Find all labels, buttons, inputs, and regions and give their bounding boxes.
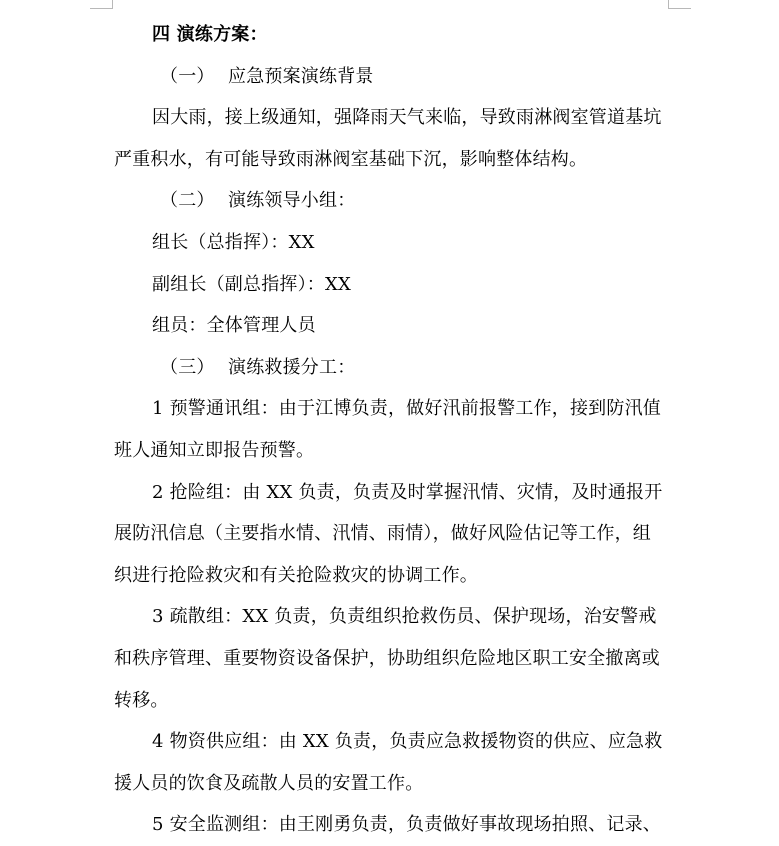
subheading-background bbox=[114, 56, 674, 98]
subheading-label: （一） bbox=[160, 65, 215, 87]
subheading-title: 演练救援分工： bbox=[228, 356, 356, 378]
subheading-division bbox=[114, 347, 674, 389]
paragraph-line: 织进行抢险救灾和有关抢险救灾的协调工作。 bbox=[114, 564, 478, 586]
document-body[interactable] bbox=[114, 14, 674, 846]
crop-mark-top-left bbox=[90, 0, 113, 9]
deputy-line: 副组长（副总指挥）：XX bbox=[152, 273, 352, 295]
subheading-title: 应急预案演练背景 bbox=[228, 65, 374, 87]
subheading-leadership bbox=[114, 180, 674, 222]
members-line: 组员：全体管理人员 bbox=[152, 315, 316, 337]
section-heading: 四 演练方案： bbox=[152, 24, 268, 45]
paragraph-line: 因大雨，接上级通知，强降雨天气来临，导致雨淋阀室管道基坑 bbox=[152, 107, 662, 129]
paragraph-line: 2 抢险组：由 XX 负责，负责及时掌握汛情、灾情，及时通报开 bbox=[152, 481, 663, 503]
paragraph-line: 5 安全监测组：由王刚勇负责，负责做好事故现场拍照、记录、 bbox=[152, 814, 661, 836]
crop-mark-top-right bbox=[668, 0, 691, 9]
paragraph-line: 3 疏散组：XX 负责，负责组织抢救伤员、保护现场，治安警戒 bbox=[152, 606, 657, 628]
paragraph-line: 和秩序管理、重要物资设备保护，协助组织危险地区职工安全撤离或 bbox=[114, 647, 660, 669]
paragraph-line: 援人员的饮食及疏散人员的安置工作。 bbox=[114, 772, 424, 794]
paragraph-line: 班人通知立即报告预警。 bbox=[114, 439, 315, 461]
paragraph-line: 严重积水，有可能导致雨淋阀室基础下沉，影响整体结构。 bbox=[114, 148, 588, 170]
paragraph-line: 转移。 bbox=[114, 689, 169, 711]
subheading-label: （二） bbox=[160, 190, 215, 212]
paragraph-line: 4 物资供应组：由 XX 负责，负责应急救援物资的供应、应急救 bbox=[152, 731, 663, 753]
leader-line: 组长（总指挥）：XX bbox=[152, 231, 315, 253]
paragraph-line: 展防汛信息（主要指水情、汛情、雨情），做好风险估记等工作，组 bbox=[114, 523, 651, 545]
paragraph-line: 1 预警通讯组：由于江博负责，做好汛前报警工作，接到防汛值 bbox=[152, 398, 661, 420]
subheading-label: （三） bbox=[160, 356, 215, 378]
subheading-title: 演练领导小组： bbox=[228, 190, 356, 212]
